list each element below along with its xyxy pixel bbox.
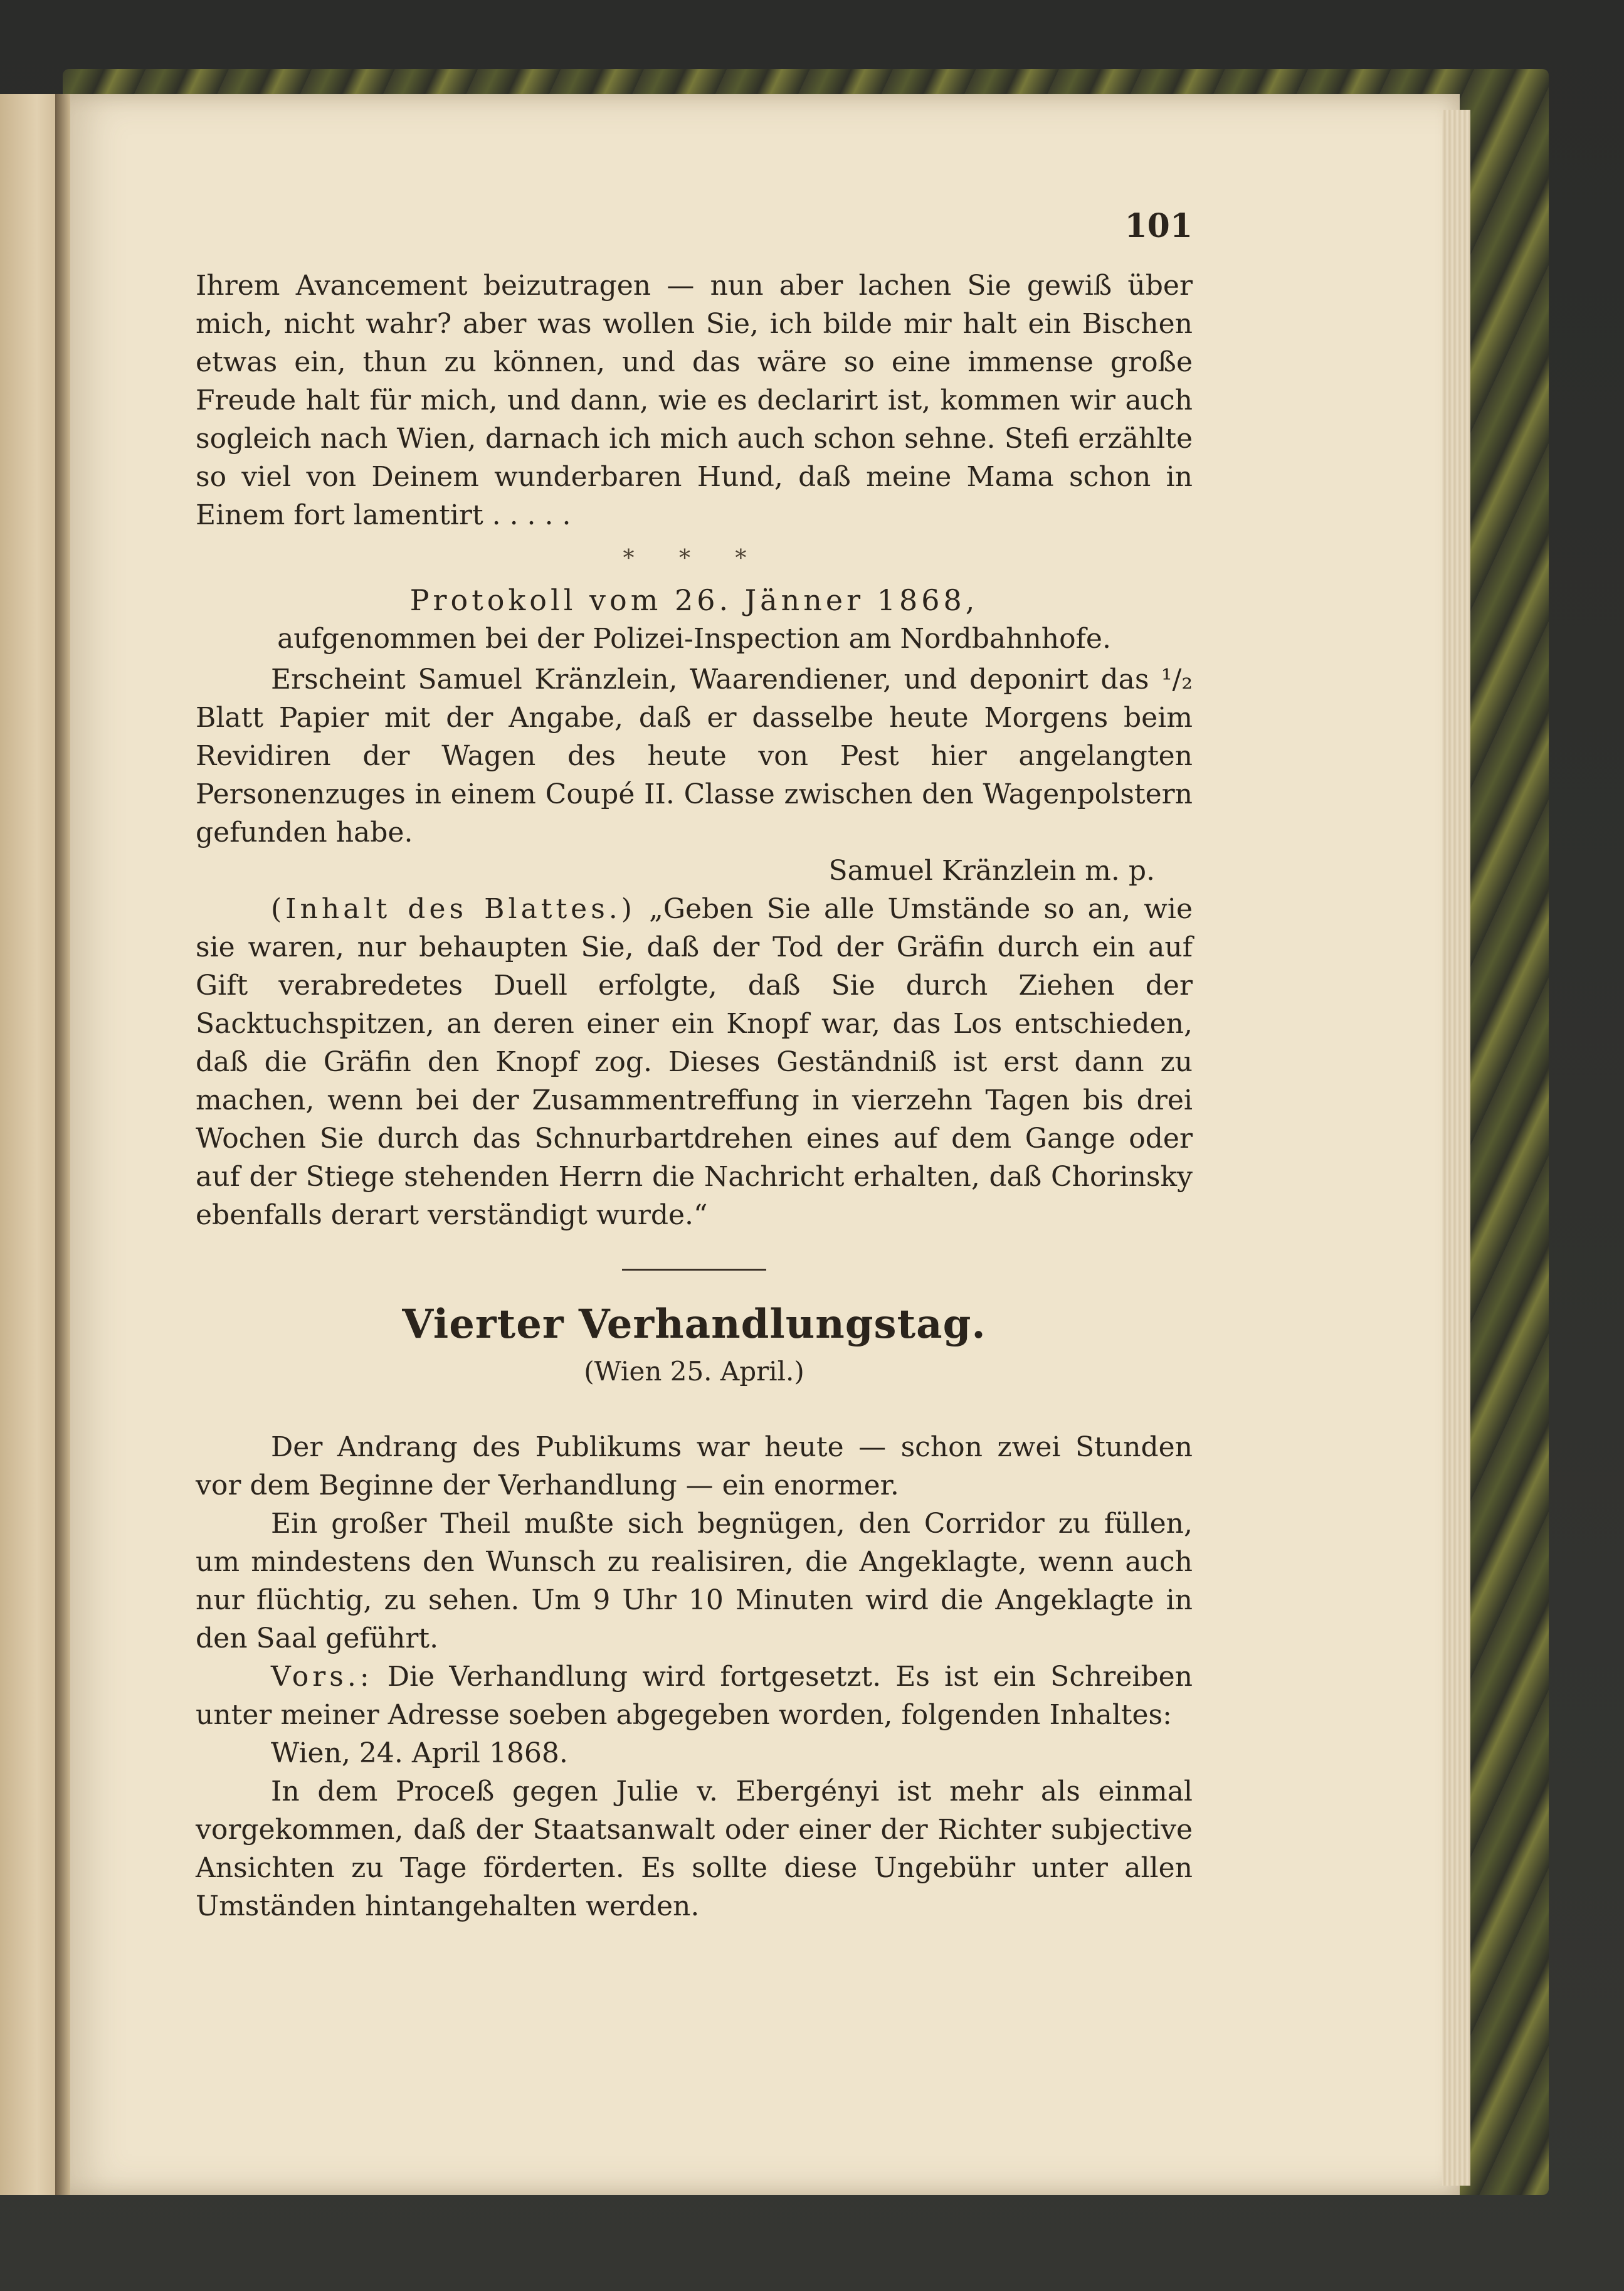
protokoll-body: Erscheint Samuel Kränzlein, Waarendiener, und deponirt das ¹/₂ Blatt Papier mit der Angabe, daß er dasselbe heute Morgens beim Revidiren der Wagen des heute von Pest hier angelangten Personenzuges in einem Coupé II. Classe zwischen den Wagenpolstern gefunden habe. [196, 664, 1193, 849]
section-title: Vierter Verhandlungstag. [402, 1301, 986, 1348]
facing-page-edge [0, 94, 61, 2195]
spine-shadow [55, 94, 70, 2195]
section-paragraph-2: Ein großer Theil mußte sich begnügen, den Corridor zu füllen, um mindestens den Wunsch zu realisiren, die Angeklagte, wenn auch nur flüchtig, zu sehen. Um 9 Uhr 10 Minuten wird die Angeklagte in den Saal geführt. [196, 1508, 1193, 1654]
inhalt-label: (Inhalt des Blattes.) [271, 893, 636, 925]
vors-paragraph [196, 1658, 1193, 1734]
section-separator-stars: * * * [623, 546, 766, 571]
vors-label: Vors.: [271, 1661, 373, 1693]
protokoll-signature: Samuel Kränzlein m. p. [828, 855, 1155, 887]
vors-text: Die Verhandlung wird fortgesetzt. Es ist ein Schreiben unter meiner Adresse soeben abgegeben worden, folgenden Inhaltes: [196, 1661, 1193, 1731]
horizontal-rule [622, 1269, 766, 1271]
letter-continuation: Ihrem Avancement beizutragen — nun aber lachen Sie gewiß über mich, nicht wahr? aber was wollen Sie, ich bilde mir halt ein Bischen etwas ein, thun zu können, und das wäre so eine immense große Freude halt für mich, und dann, wie es declarirt ist, kommen wir auch sogleich nach Wien, darnach ich mich auch schon sehne. Stefi erzählte so viel von Deinem wunderbaren Hund, daß meine Mama schon in Einem fort lamentirt . . . . . [196, 270, 1193, 531]
page-text-block [196, 188, 1193, 1925]
page-stack-edge [1442, 110, 1470, 2186]
letter-dateline: Wien, 24. April 1868. [271, 1737, 568, 1769]
letter-text: In dem Proceß gegen Julie v. Ebergényi ist mehr als einmal vorgekommen, daß der Staatsanwalt oder einer der Richter subjective Ansichten zu Tage förderten. Es sollte diese Ungebühr unter allen Umständen hintangehalten werden. [196, 1775, 1193, 1922]
section-subtitle: (Wien 25. April.) [584, 1356, 804, 1387]
inhalt-paragraph [196, 890, 1193, 1234]
section-paragraph-1: Der Andrang des Publikums war heute — schon zwei Stunden vor dem Beginne der Verhandlung — ein enormer. [196, 1431, 1193, 1501]
inhalt-text: „Geben Sie alle Umstände so an, wie sie waren, nur behaupten Sie, daß der Tod der Gräfin durch ein auf Gift verabredetes Duell erfolgte, daß Sie durch Ziehen der Sacktuchspitzen, an deren einer ein Knopf war, das Los entschieden, daß die Gräfin den Knopf zog. Dieses Geständniß ist erst dann zu machen, wenn bei der Zusammentreffung in vierzehn Tagen bis drei Wochen Sie durch das Schnurbartdrehen eines auf dem Gange oder auf der Stiege stehenden Herrn die Nachricht erhalten, daß Chorinsky ebenfalls derart verständigt wurde.“ [196, 893, 1193, 1231]
protokoll-subtitle: aufgenommen bei der Polizei-Inspection am Nordbahnhofe. [277, 623, 1111, 655]
protokoll-title: Protokoll vom 26. Jänner 1868, [409, 583, 979, 617]
page-number: 101 [1124, 207, 1193, 245]
